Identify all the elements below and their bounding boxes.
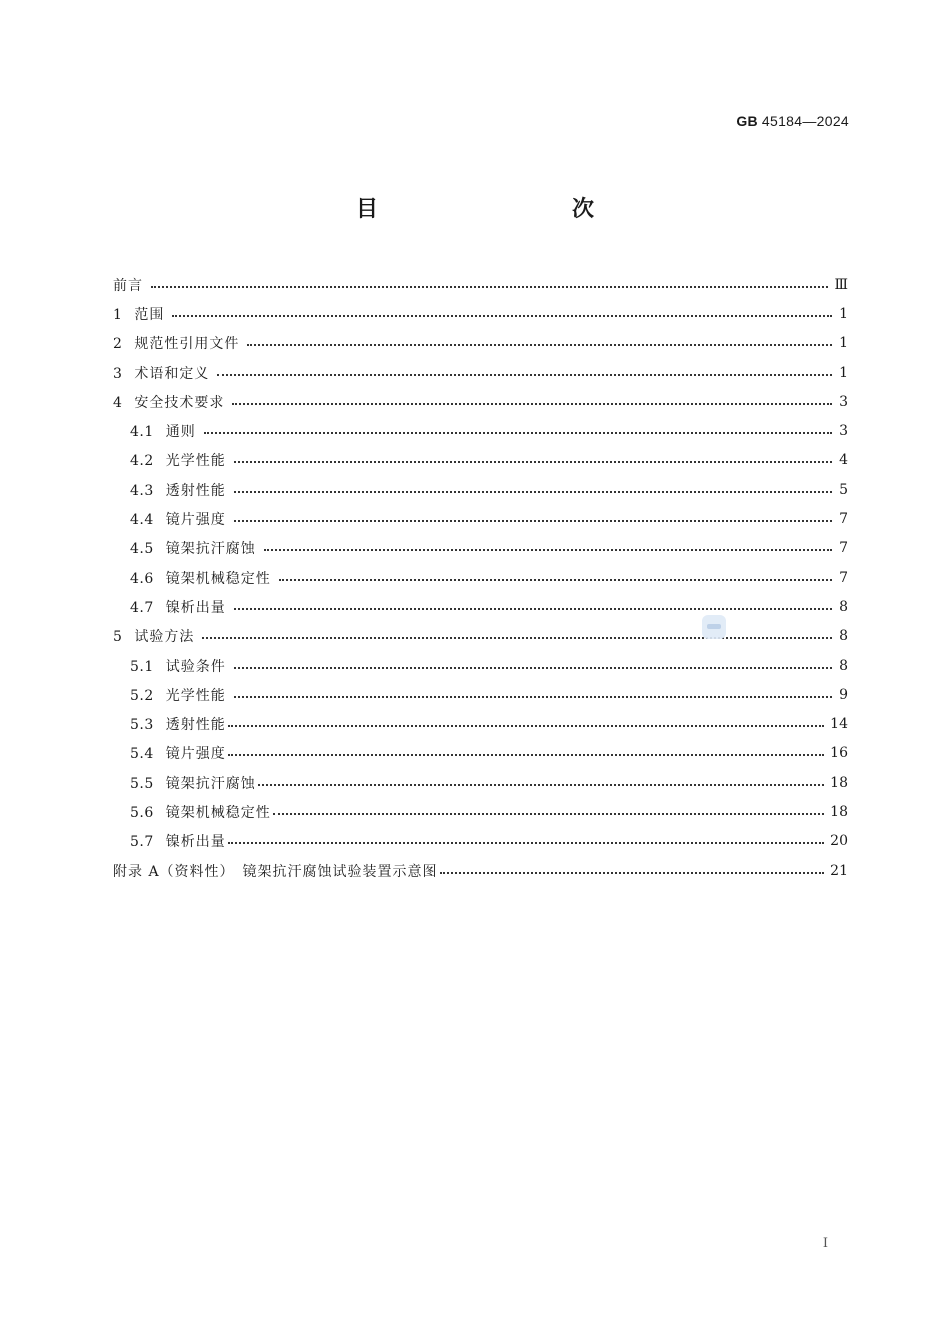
toc-entry[interactable]: [113, 797, 850, 826]
toc-entry-label: [130, 802, 271, 822]
toc-entry-label: [130, 773, 256, 793]
toc-leader-dots: [234, 667, 832, 669]
toc-entry-label: [130, 743, 226, 763]
toc-entry-page: 7: [839, 569, 848, 586]
toc-entry-label: [113, 333, 239, 353]
toc-entry-page: 8: [839, 628, 848, 645]
toc-entry-page: 1: [839, 305, 848, 322]
toc-entry-number: 5.2: [130, 687, 154, 704]
toc-entry-label: [113, 363, 209, 383]
toc-entry-number: 2: [113, 336, 123, 353]
toc-entry-label: [130, 538, 256, 558]
toc-leader-dots: [172, 315, 832, 317]
toc-entry[interactable]: [113, 270, 850, 299]
toc-entry-label: [113, 275, 143, 295]
watermark-logo-icon: [702, 615, 726, 639]
toc-entry-label: [130, 480, 226, 500]
toc-entry-number: 4.2: [130, 453, 154, 470]
toc-entry-page: 7: [839, 511, 848, 528]
toc-entry-page: 20: [830, 833, 848, 850]
toc-entry-label: [130, 597, 226, 617]
toc-entry-number: 5.7: [130, 834, 154, 851]
toc-entry[interactable]: [113, 768, 850, 797]
table-of-contents: [113, 270, 850, 885]
toc-entry-number: 4: [113, 394, 123, 411]
toc-entry-page: 3: [839, 423, 848, 440]
toc-leader-dots: [228, 754, 824, 756]
toc-entry-text: 范围: [134, 306, 165, 323]
toc-entry-number: 5.4: [130, 746, 154, 763]
toc-leader-dots: [217, 374, 832, 376]
toc-entry-page: 7: [839, 540, 848, 557]
toc-entry-text: 镜架抗汗腐蚀: [165, 541, 256, 558]
toc-entry-number: 5.3: [130, 717, 154, 734]
toc-leader-dots: [151, 286, 828, 288]
toc-entry-label: [130, 450, 226, 470]
toc-entry-number: 4.1: [130, 424, 154, 441]
toc-entry-text: 透射性能: [165, 482, 226, 499]
toc-entry[interactable]: [113, 827, 850, 856]
toc-entry-page: 14: [830, 716, 848, 733]
toc-leader-dots: [202, 637, 832, 639]
toc-entry-label: [113, 626, 194, 646]
toc-entry[interactable]: [113, 651, 850, 680]
toc-entry-label: [130, 421, 196, 441]
toc-leader-dots: [440, 872, 825, 874]
toc-entry[interactable]: [113, 622, 850, 651]
toc-entry-page: 8: [839, 657, 848, 674]
toc-entry-page: 21: [830, 862, 848, 879]
toc-entry[interactable]: [113, 856, 850, 885]
toc-leader-dots: [228, 725, 824, 727]
page-number: I: [822, 1236, 828, 1251]
toc-leader-dots: [279, 579, 832, 581]
toc-entry[interactable]: [113, 416, 850, 445]
toc-entry-text: 规范性引用文件: [134, 336, 240, 353]
toc-leader-dots: [234, 520, 832, 522]
toc-entry[interactable]: [113, 387, 850, 416]
toc-entry-text: 透射性能: [165, 717, 226, 734]
toc-entry-text: 光学性能: [165, 687, 226, 704]
toc-leader-dots: [258, 784, 824, 786]
toc-entry[interactable]: [113, 504, 850, 533]
toc-entry-text: 镍析出量: [165, 834, 226, 851]
toc-leader-dots: [264, 549, 832, 551]
toc-entry[interactable]: [113, 709, 850, 738]
toc-leader-dots: [234, 608, 832, 610]
toc-entry-label: [113, 304, 164, 324]
toc-entry-label: [113, 392, 224, 412]
toc-entry-number: 4.7: [130, 599, 154, 616]
toc-entry[interactable]: [113, 592, 850, 621]
page-title: 目 次: [355, 197, 644, 222]
toc-entry-number: 4.5: [130, 541, 154, 558]
toc-leader-dots: [228, 842, 824, 844]
toc-entry-page: 1: [839, 335, 848, 352]
toc-entry-text: 光学性能: [165, 453, 226, 470]
toc-entry-number: 5: [113, 629, 123, 646]
toc-entry-text: 镜架抗汗腐蚀: [165, 775, 256, 792]
standard-number: 45184—2024: [761, 113, 849, 129]
toc-entry-text: 镜片强度: [165, 512, 226, 529]
toc-entry-text: 通则: [165, 424, 196, 441]
toc-entry-page: 5: [839, 481, 848, 498]
toc-entry-page: 9: [839, 686, 848, 703]
toc-entry[interactable]: [113, 446, 850, 475]
toc-entry-number: 4.3: [130, 482, 154, 499]
toc-entry-label: [130, 656, 226, 676]
toc-entry-label: [130, 831, 226, 851]
toc-entry-text: 安全技术要求: [134, 394, 225, 411]
toc-leader-dots: [247, 344, 832, 346]
toc-entry-page: 1: [839, 364, 848, 381]
toc-entry-text: 镜架机械稳定性: [165, 804, 271, 821]
toc-entry-number: 5.1: [130, 658, 154, 675]
toc-entry[interactable]: [113, 563, 850, 592]
toc-entry-page: Ⅲ: [834, 276, 848, 293]
toc-entry-page: 18: [830, 803, 848, 820]
toc-entry-number: 1: [113, 306, 123, 323]
toc-entry[interactable]: [113, 534, 850, 563]
toc-entry-number: 5.6: [130, 804, 154, 821]
standard-code: [736, 113, 849, 129]
toc-leader-dots: [232, 403, 832, 405]
toc-entry-page: 4: [839, 452, 848, 469]
toc-entry-label: [130, 509, 226, 529]
toc-entry-text: 镍析出量: [165, 599, 226, 616]
toc-leader-dots: [273, 813, 824, 815]
toc-entry[interactable]: [113, 299, 850, 328]
toc-entry-text: 镜架机械稳定性: [165, 570, 271, 587]
toc-entry-number: 4.4: [130, 512, 154, 529]
toc-entry-page: 16: [830, 745, 848, 762]
toc-entry-number: 3: [113, 365, 123, 382]
toc-entry[interactable]: [113, 680, 850, 709]
toc-entry[interactable]: [113, 358, 850, 387]
toc-entry-text: 前言: [113, 277, 143, 294]
toc-entry-page: 8: [839, 598, 848, 615]
toc-entry-text: 镜片强度: [165, 746, 226, 763]
toc-entry-label: [130, 568, 271, 588]
toc-entry-text: 试验方法: [134, 629, 195, 646]
toc-entry-page: 18: [830, 774, 848, 791]
toc-leader-dots: [204, 432, 832, 434]
toc-entry[interactable]: [113, 475, 850, 504]
toc-entry-number: 5.5: [130, 775, 154, 792]
toc-entry-number: 4.6: [130, 570, 154, 587]
toc-entry-text: 附录 A（资料性） 镜架抗汗腐蚀试验装置示意图: [113, 863, 438, 880]
toc-leader-dots: [234, 696, 832, 698]
toc-entry-text: 试验条件: [165, 658, 226, 675]
toc-entry-text: 术语和定义: [134, 365, 210, 382]
toc-entry-label: [113, 861, 438, 881]
toc-leader-dots: [234, 461, 832, 463]
toc-leader-dots: [234, 491, 832, 493]
toc-entry[interactable]: [113, 329, 850, 358]
toc-entry-label: [130, 685, 226, 705]
toc-entry-page: 3: [839, 393, 848, 410]
toc-entry[interactable]: [113, 739, 850, 768]
toc-entry-label: [130, 714, 226, 734]
standard-prefix: GB: [736, 113, 758, 129]
